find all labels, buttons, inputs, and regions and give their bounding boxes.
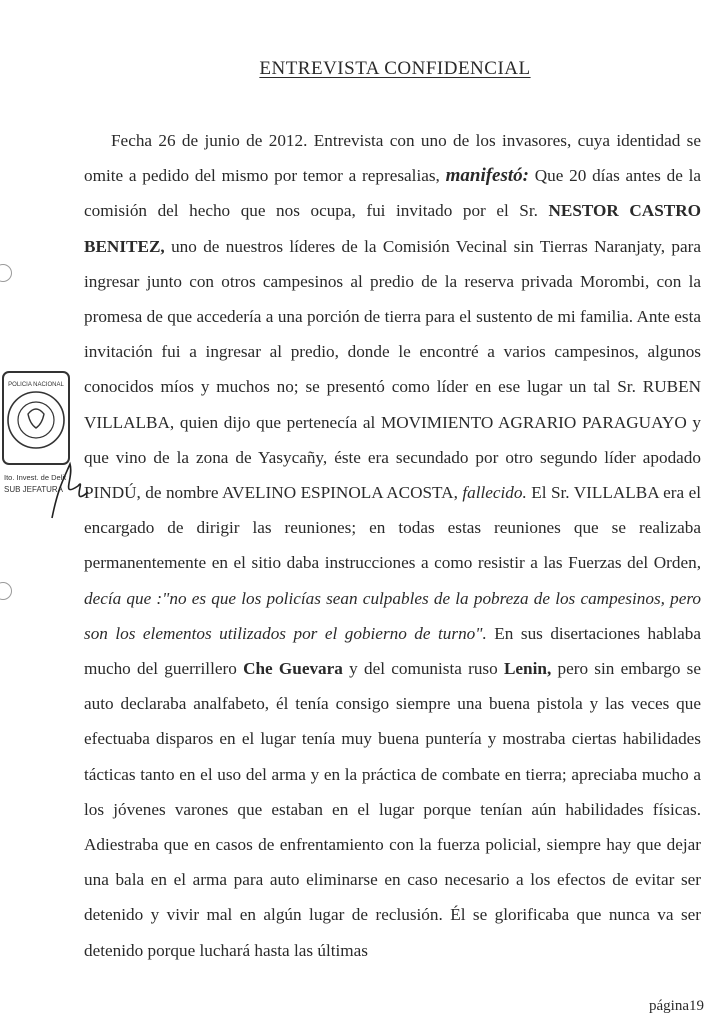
punch-hole — [0, 264, 12, 282]
document-title: ENTREVISTA CONFIDENCIAL — [259, 58, 531, 79]
document-body — [84, 123, 701, 968]
body-text: uno de nuestros líderes de la Comisión Vecinal sin Tierras Naranjaty, para ingresar junto con otros campesinos al predio de la reserva privada Morombi, con la promesa de que accedería a una porción de tierra para el sustento de mi familia. Ante esta invitación fui a ingresar al predio, donde le encontré a varios campesinos, algunos conocidos míos y muchos no; se presentó como líder en ese lugar un tal Sr. RUBEN VILLALBA, quien dijo que pertenecía al MOVIMIENTO AGRARIO PARAGUAYO y que vino de la zona de Yasycañy, éste era secundado por otro segundo líder apodado PINDÚ, de nombre AVELINO ESPINOLA ACOSTA, — [84, 236, 701, 503]
quote-text: decía que :"no es que los policías sean culpables de la pobreza de los campesinos, pero son los elementos utilizados por el gobierno de turno". — [84, 588, 701, 643]
body-text: y del comunista ruso — [342, 659, 504, 679]
stamp-ring — [8, 392, 64, 448]
fallecido-text: fallecido. — [462, 483, 527, 503]
body-text: Fecha 26 de junio de 2012. Entrevista con uno de los invasores, cuya identidad se omite a pedido del mismo por temor a represalias, — [84, 131, 701, 186]
body-text: pero sin embargo se auto declaraba analfabeto, él tenía consigo siempre una buena pistola y las veces que efectuaba disparos en el lugar tenía muy buena puntería y mostraba ciertas habilidades tácticas tanto en el uso del arma y en la práctica de combate en tierra; apreciaba mucho a los jóvenes varones que estaban en el lugar porque tenían aún habilidades físicas. Adiestraba que en casos de enfrentamiento con la fuerza policial, siempre hay que dejar una bala en el arma para auto eliminarse en caso necesario a los efectos de evitar ser detenido y vivir mal en algún lugar de reclusión. Él se glorificaba que nunca va ser detenido porque luchará hasta las últimas — [84, 659, 701, 960]
stamp-top-text: POLICIA NACIONAL — [8, 382, 64, 388]
stamp-line-2: SUB JEFATURA — [4, 485, 63, 494]
name-lenin: Lenin, — [503, 659, 552, 679]
body-text: En sus disertaciones hablaba mucho del guerrillero — [84, 623, 701, 679]
punch-hole — [0, 582, 12, 600]
stamp-emblem — [28, 409, 44, 428]
stamp-line-1: Ito. Invest. de Delit — [4, 473, 67, 482]
body-text: El Sr. VILLALBA era el encargado de dirigir las reuniones; en todas estas reuniones que se realizaba permanentemente en el sitio daba instrucciones a como resistir a las Fuerzas del Orden, — [84, 483, 701, 573]
manifesto-label: manifestó: — [445, 165, 529, 187]
stamp-inner-ring — [18, 402, 54, 438]
page-number: página19 — [649, 998, 704, 1014]
body-text: Que 20 días antes de la comisión del hecho que nos ocupa, fui invitado por el Sr. — [84, 166, 701, 221]
police-stamp — [0, 368, 90, 528]
name-che: Che Guevara — [243, 659, 343, 679]
name-nestor: NESTOR CASTRO BENITEZ, — [84, 201, 701, 256]
